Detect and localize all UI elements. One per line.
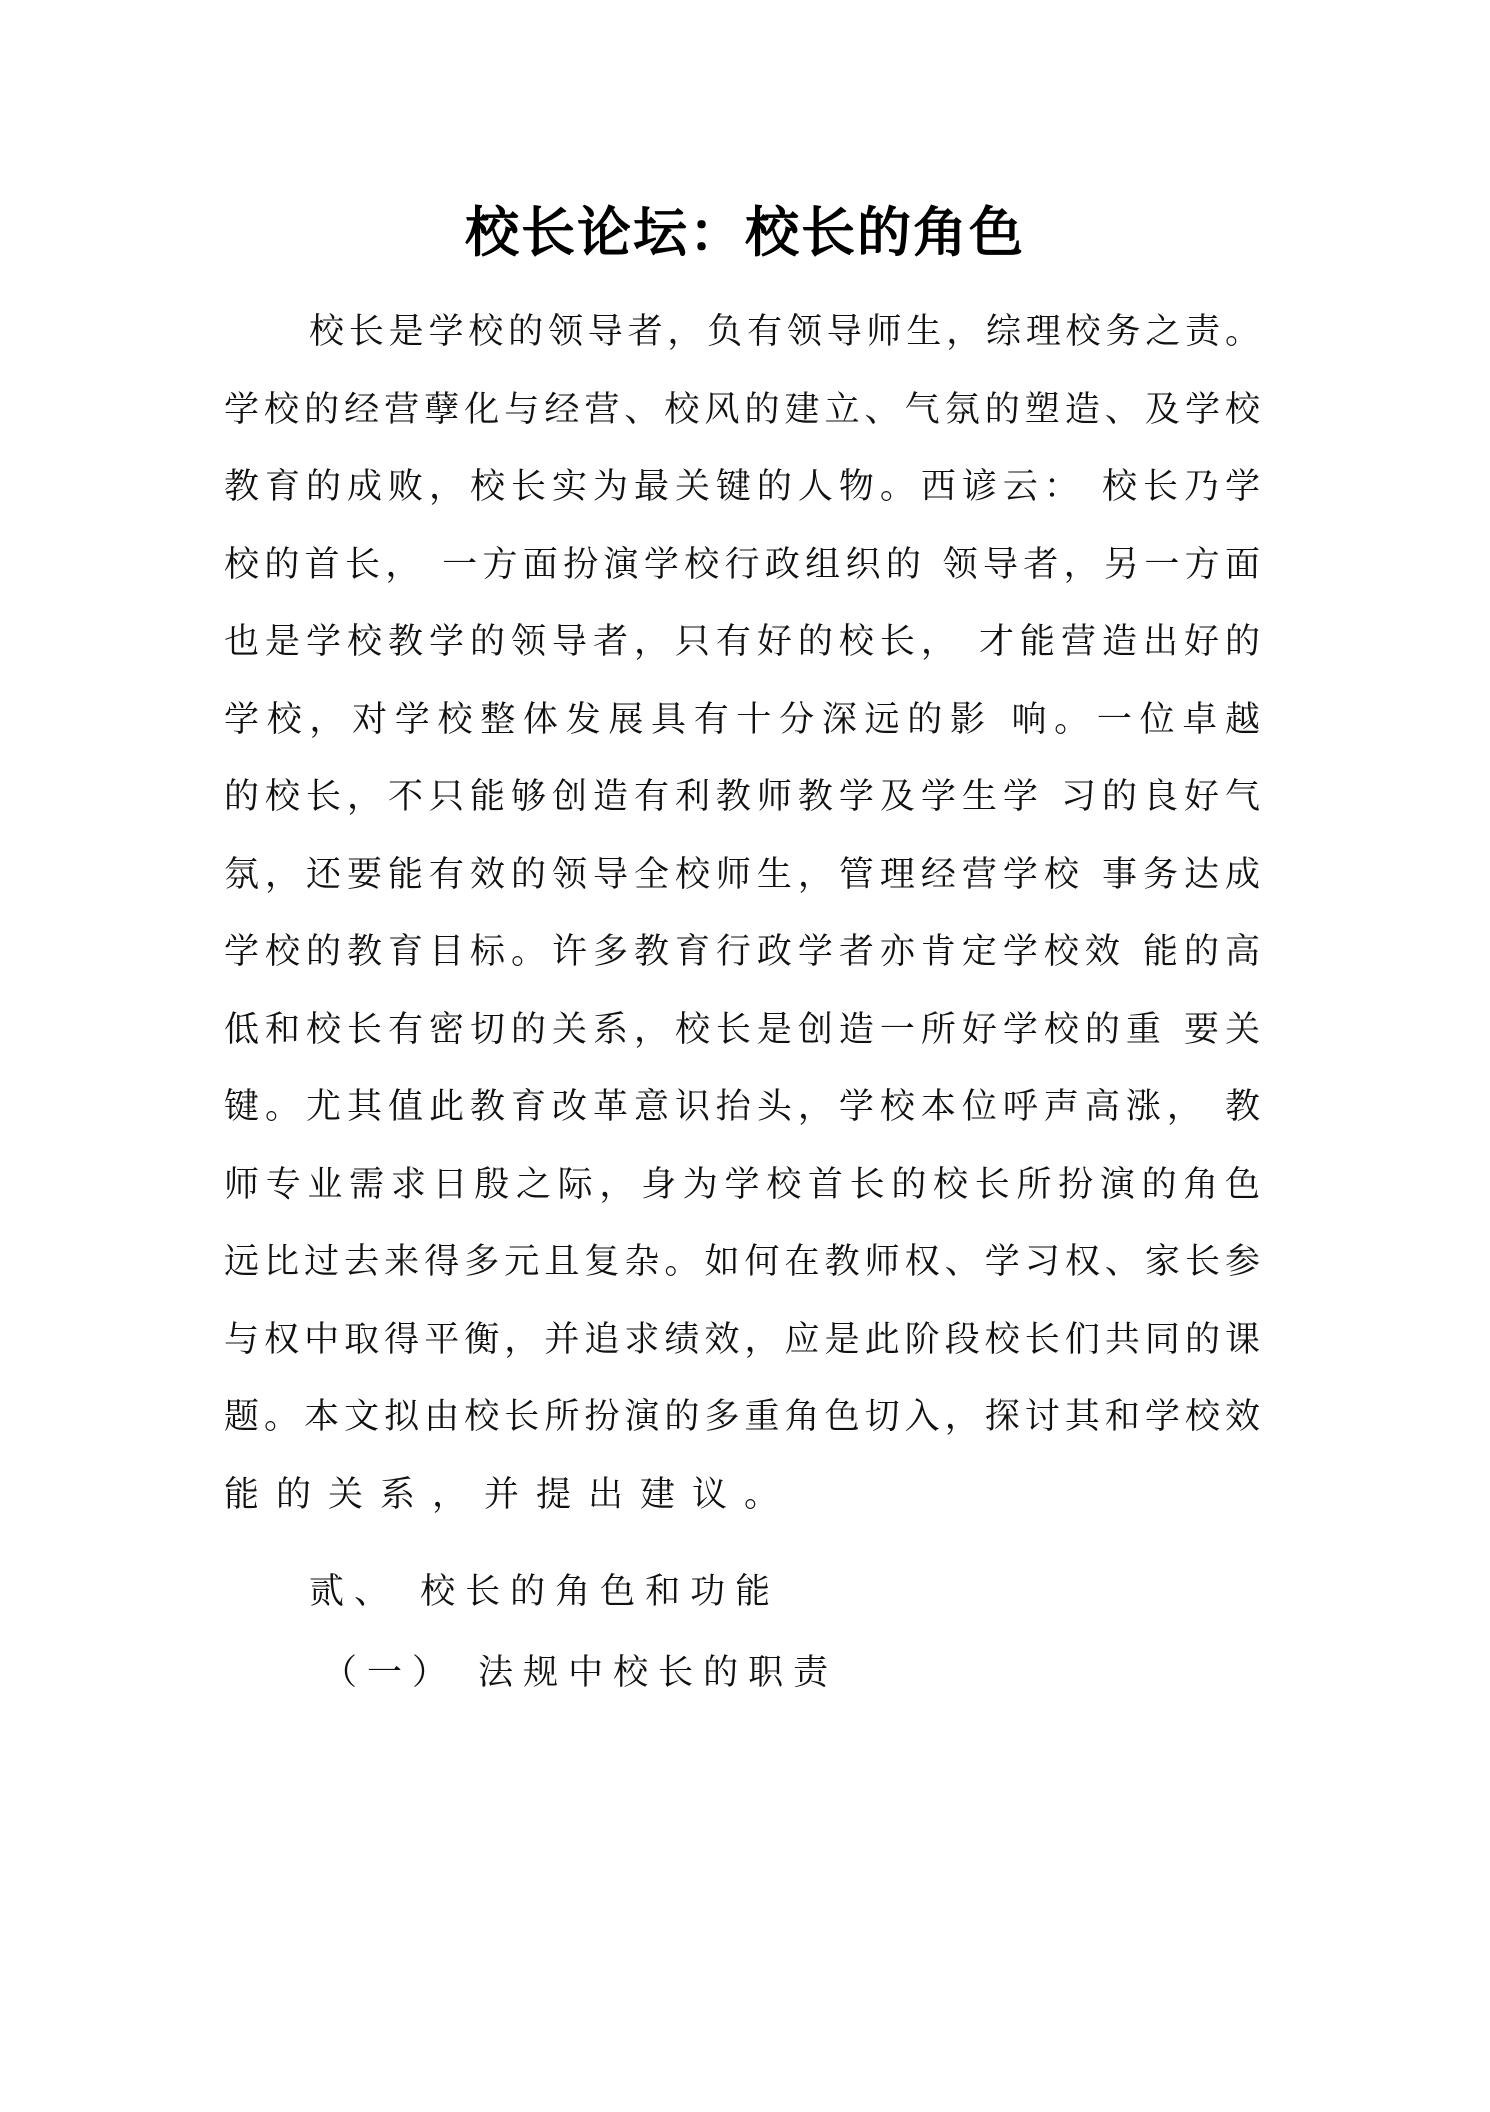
paragraph-line: 学校的经营孽化与经营、校风的建立、气氛的塑造、及学校 [224, 389, 1260, 430]
paragraph-line: 的校长，不只能够创造有利教师教学及学生学 习的良好气 [224, 777, 1260, 817]
paragraph-line: 校长是学校的领导者，负有领导师生，综理校务之责。 [309, 312, 1260, 352]
paragraph-line: 低和校长有密切的关系，校长是创造一所好学校的重 要关 [224, 1009, 1260, 1050]
paragraph-line: 氛，还要能有效的领导全校师生，管理经营学校 事务达成 [224, 854, 1260, 895]
paragraph-line: 与权中取得平衡，并追求绩效，应是此阶段校长们共同的课 [224, 1319, 1260, 1360]
document-title: 校长论坛：校长的角色 [465, 201, 1025, 264]
intro-paragraph [224, 308, 1260, 1548]
section-heading: 贰、 校长的角色和功能 [309, 1572, 781, 1612]
paragraph-line: 题。本文拟由校长所扮演的多重角色切入，探讨其和学校效 [224, 1397, 1260, 1437]
paragraph-line: 学校，对学校整体发展具有十分深远的影 响。一位卓越 [224, 699, 1260, 740]
paragraph-line: 学校的教育目标。许多教育行政学者亦肯定学校效 能的高 [224, 932, 1260, 972]
paragraph-line: 校的首长， 一方面扮演学校行政组织的 领导者，另一方面 [224, 544, 1260, 585]
paragraph-line: 键。尤其值此教育改革意识抬头，学校本位呼声高涨， 教 [224, 1087, 1260, 1127]
paragraph-line: 师专业需求日殷之际，身为学校首长的校长所扮演的角色 [224, 1164, 1260, 1205]
subsection-heading: （一） 法规中校长的职责 [322, 1653, 839, 1693]
paragraph-line: 能的关系，并提出建议。 [224, 1474, 797, 1515]
paragraph-line: 也是学校教学的领导者，只有好的校长， 才能营造出好的 [224, 622, 1260, 662]
paragraph-line: 远比过去来得多元且复杂。如何在教师权、学习权、家长参 [224, 1242, 1260, 1282]
paragraph-line: 教育的成败，校长实为最关键的人物。西谚云： 校长乃学 [224, 467, 1260, 507]
